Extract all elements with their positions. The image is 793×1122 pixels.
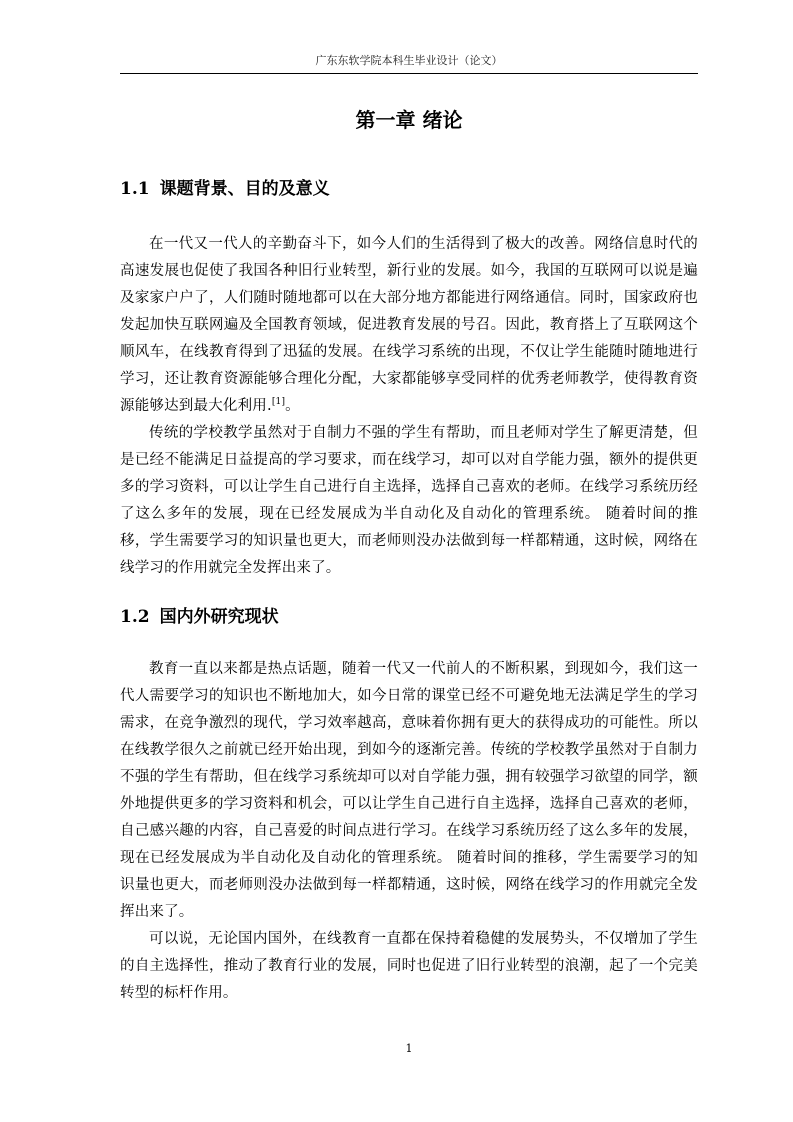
- paragraph: 教育一直以来都是热点话题，随着一代又一代前人的不断积累，到现如今，我们这一代人需要学习的知识也不断地加大，如今日常的课堂已经不可避免地无法满足学生的学习需求，在竞争激烈的现代，学习效率越高，意味着你拥有更大的获得成功的可能性。所以在线教学很久之前就已经开始出现，到如今的逐渐完善。传统的学校教学虽然对于自制力不强的学生有帮助，但在线学习系统却可以对自学能力强，拥有较强学习欲望的同学，额外地提供更多的学习资料和机会，可以让学生自己进行自主选择，选择自己喜欢的老师，自己感兴趣的内容，自己喜爱的时间点进行学习。在线学习系统历经了这么多年的发展，现在已经发展成为半自动化及自动化的管理系统。 随着时间的推移，学生需要学习的知识量也更大，而老师则没办法做到每一样都精通，这时候，网络在线学习的作用就完全发挥出来了。: [120, 661, 698, 920]
- section-number: 1.2: [120, 607, 150, 627]
- paragraph: 可以说，无论国内国外，在线教育一直都在保持着稳健的发展势头，不仅增加了学生的自主选择性，推动了教育行业的发展，同时也促进了旧行业转型的浪潮，起了一个完美转型的标杆作用。: [120, 931, 698, 1001]
- page-header: 广东东软学院本科生毕业设计（论文）: [315, 54, 503, 67]
- page-number: 1: [405, 1042, 413, 1055]
- section-title: 国内外研究现状: [159, 607, 279, 627]
- section-heading-1-2: [120, 605, 279, 629]
- section-number: 1.1: [120, 179, 150, 199]
- paragraph-text: 在一代又一代人的辛勤奋斗下，如今人们的生活得到了极大的改善。网络信息时代的高速发展也促使了我国各种旧行业转型，新行业的发展。如今，我国的互联网可以说是遍及家家户户了，人们随时随地都可以在大部分地方都能进行网络通信。同时，国家政府也发起加快互联网遍及全国教育领域，促进教育发展的号召。因此，教育搭上了互联网这个顺风车，在线教育得到了迅猛的发展。在线学习系统的出现，不仅让学生能随时随地进行学习，还让教育资源能够合理化分配，大家都能够享受同样的优秀老师教学，使得教育资源能够达到最大化利用.: [120, 236, 698, 414]
- chapter-title: 第一章 绪论: [355, 108, 463, 132]
- section-heading-1-1: [120, 177, 330, 201]
- paragraph: 传统的学校教学虽然对于自制力不强的学生有帮助，而且老师对学生了解更清楚，但是已经不能满足日益提高的学习要求，而在线学习，却可以对自学能力强，额外的提供更多的学习资料，可以让学生自己进行自主选择，选择自己喜欢的老师。在线学习系统历经了这么多年的发展，现在已经发展成为半自动化及自动化的管理系统。 随着时间的推移，学生需要学习的知识量也更大，而老师则没办法做到每一样都精通，这时候，网络在线学习的作用就完全发挥出来了。: [120, 425, 698, 576]
- header-rule: [120, 73, 698, 74]
- citation-tail: 。: [285, 398, 300, 414]
- section-title: 课题背景、目的及意义: [159, 179, 330, 199]
- paragraph: [120, 231, 698, 420]
- citation-mark: [1]: [271, 397, 286, 408]
